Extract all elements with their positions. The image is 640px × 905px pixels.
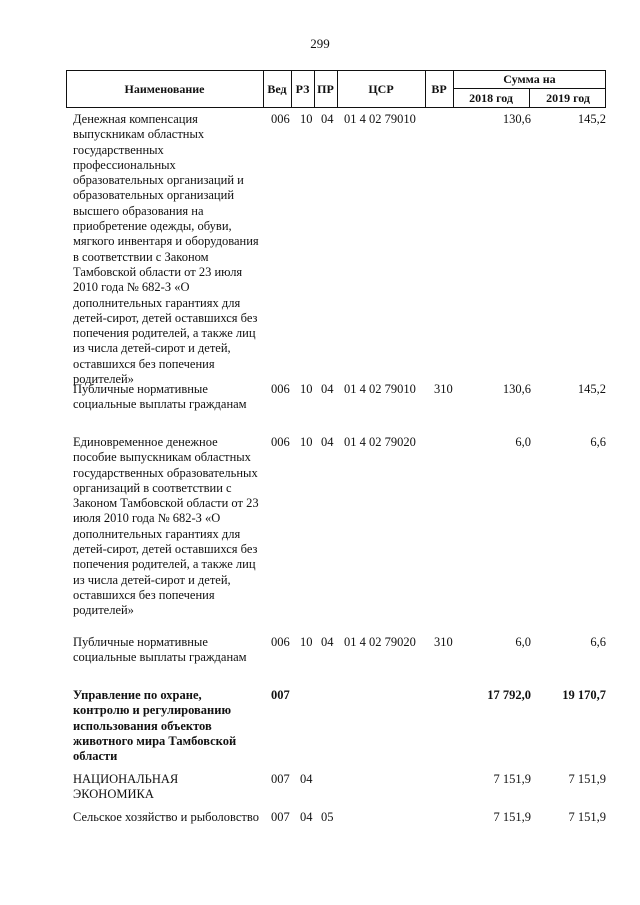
row-rz: 10 [300,382,313,396]
table-header [66,70,606,108]
header-vr: ВР [431,81,447,96]
row-pr: 04 [321,112,334,126]
row-name: Единовременное денежное пособие выпускникам областных государственных образовательных организаций в соответствии с Законом Тамбовской области от 23 июля 2010 года № 682-З «О дополнительных гарантиях для детей-сирот, детей оставшихся без попечения родителей, а также лиц из числа детей-сирот и детей, оставшихся без попечения родителей» [73,435,259,618]
row-sum-2018: 6,0 [515,435,531,449]
row-rz: 10 [300,435,313,449]
row-name: Публичные нормативные социальные выплаты гражданам [73,635,247,665]
row-sum-2019: 145,2 [577,112,606,126]
row-sum-2019: 7 151,9 [568,810,606,824]
row-ved: 007 [271,688,290,702]
table-row [66,635,606,688]
row-pr: 05 [321,810,334,824]
row-name: НАЦИОНАЛЬНАЯ ЭКОНОМИКА [73,772,179,802]
header-csr: ЦСР [368,81,394,96]
row-vr: 310 [434,635,453,649]
row-name: Управление по охране, контролю и регулированию использования объектов животного мира Тамбовской области [73,688,237,764]
header-2019: 2019 год [546,90,590,105]
page-number: 299 [310,36,330,51]
table-row [66,688,606,772]
header-ved: Вед [267,81,287,96]
row-name: Денежная компенсация выпускникам областных государственных профессиональных образовательных организаций и образовательных организаций высшего образования на приобретение одежды, обуви, мягкого инвентаря и оборудования в соответствии с Законом Тамбовской области от 23 июля 2010 года № 682-З «О дополнительных гарантиях для детей-сирот, детей оставшихся без попечения родителей, а также лиц из числа детей-сирот и детей, оставшихся без попечения родителей» [73,112,259,387]
table-row [66,435,606,635]
row-sum-2018: 130,6 [502,382,531,396]
row-sum-2018: 7 151,9 [493,810,531,824]
table-row [66,810,606,848]
row-rz: 10 [300,112,313,126]
row-ved: 006 [271,382,290,396]
table-row [66,772,606,810]
row-ved: 007 [271,772,290,786]
row-sum-2019: 19 170,7 [562,688,606,702]
row-rz: 10 [300,635,313,649]
row-sum-2019: 145,2 [577,382,606,396]
row-ved: 006 [271,635,290,649]
row-pr: 04 [321,382,334,396]
budget-table [66,112,606,848]
row-ved: 006 [271,435,290,449]
row-rz: 04 [300,810,313,824]
row-csr: 01 4 02 79010 [344,382,416,396]
row-name: Сельское хозяйство и рыболовство [73,810,259,824]
row-sum-2018: 7 151,9 [493,772,531,786]
row-sum-2019: 7 151,9 [568,772,606,786]
header-pr: ПР [317,81,334,96]
row-sum-2018: 130,6 [502,112,531,126]
row-csr: 01 4 02 79020 [344,635,416,649]
row-pr: 04 [321,635,334,649]
table-row [66,112,606,387]
row-rz: 04 [300,772,313,786]
header-sum: Сумма на [503,71,556,86]
row-csr: 01 4 02 79020 [344,435,416,449]
header-name: Наименование [124,81,205,96]
row-pr: 04 [321,435,334,449]
row-csr: 01 4 02 79010 [344,112,416,126]
table-row [66,382,606,435]
row-ved: 007 [271,810,290,824]
row-sum-2019: 6,6 [590,435,606,449]
row-sum-2018: 17 792,0 [487,688,531,702]
header-2018: 2018 год [469,90,513,105]
row-ved: 006 [271,112,290,126]
row-vr: 310 [434,382,453,396]
row-sum-2019: 6,6 [590,635,606,649]
header-rz: РЗ [295,81,310,96]
row-sum-2018: 6,0 [515,635,531,649]
row-name: Публичные нормативные социальные выплаты гражданам [73,382,247,412]
